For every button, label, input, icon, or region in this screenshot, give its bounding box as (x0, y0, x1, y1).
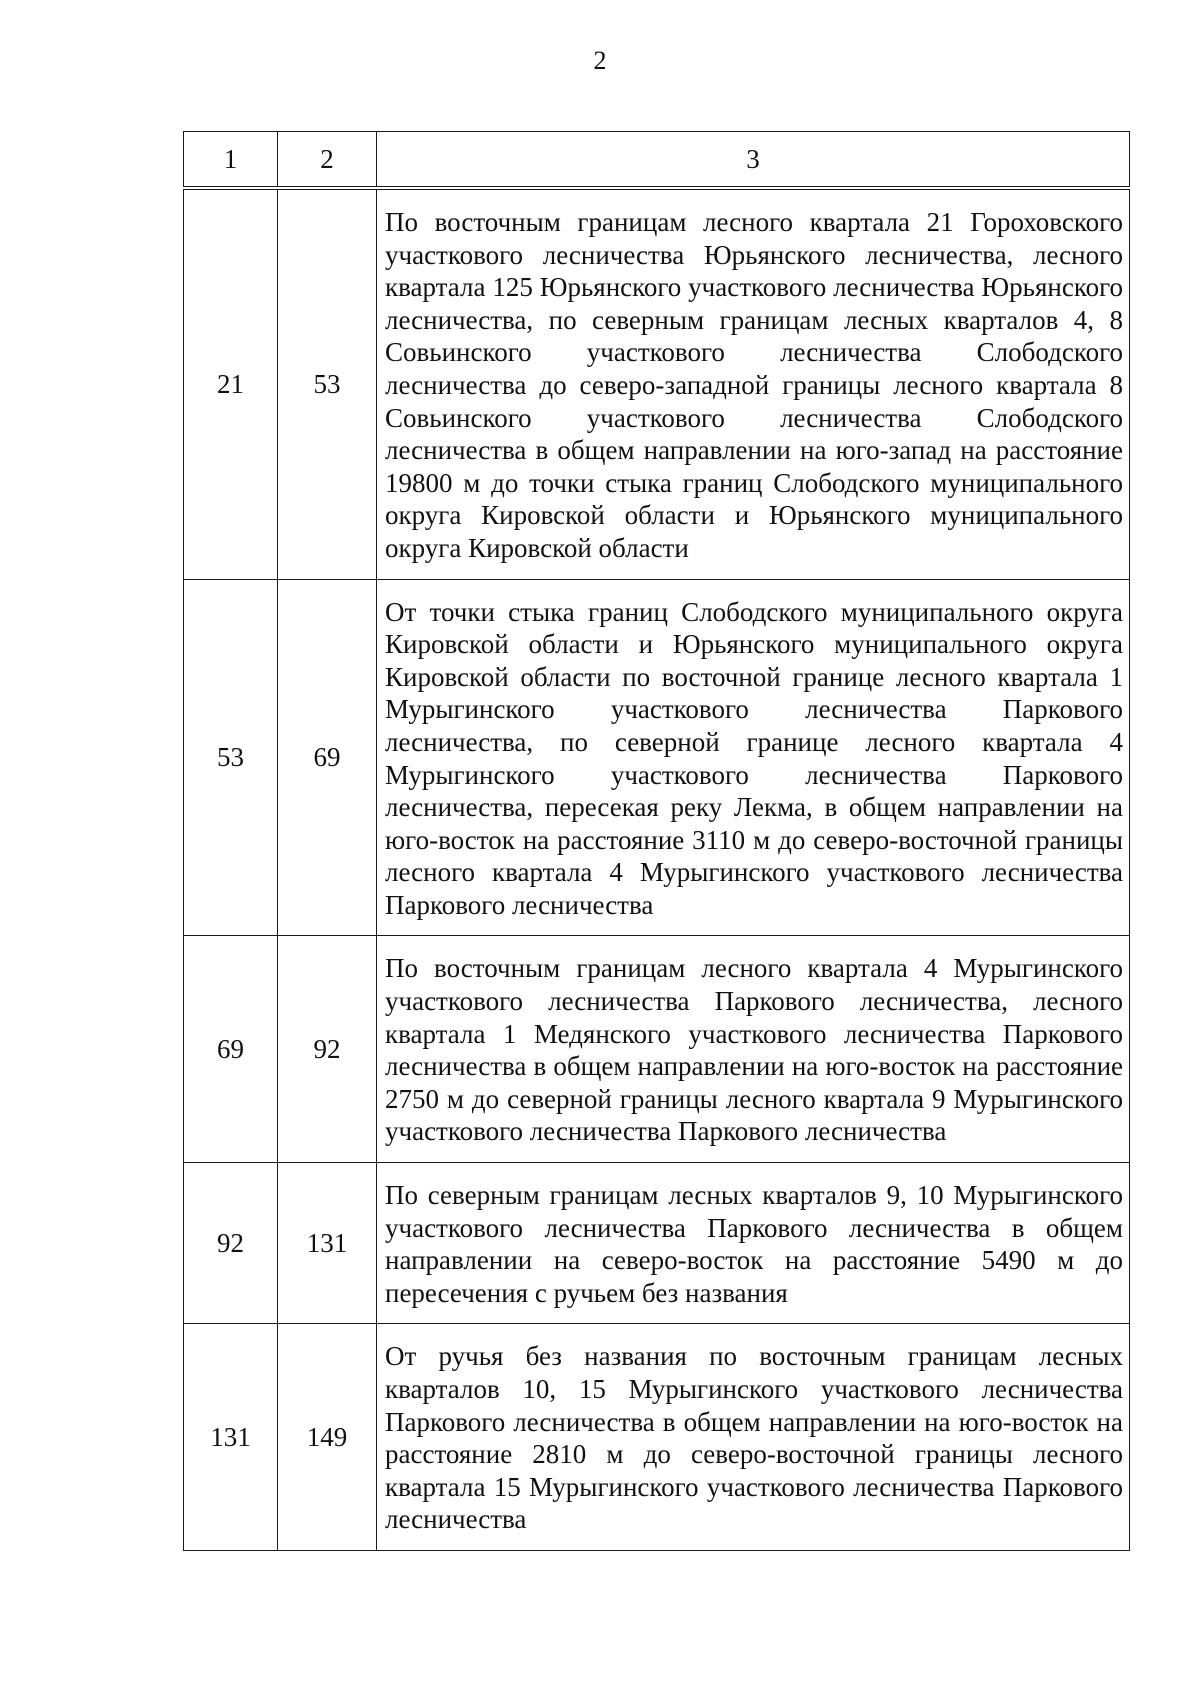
table-row (184, 579, 1130, 936)
table-header-row (184, 132, 1130, 189)
table-row (184, 1163, 1130, 1324)
to-point-cell: 69 (278, 579, 377, 936)
from-point-cell: 53 (184, 579, 278, 936)
page-number: 2 (593, 46, 607, 75)
boundary-description-table (183, 131, 1130, 1551)
table-row (184, 1324, 1130, 1551)
boundary-description-cell: По восточным границам лесного квартала 21 Гороховского участкового лесничества Юрьянского лесничества, лесного квартала 125 Юрьянского участкового лесничества Юрьянского лесничества, по северным границам лесных кварталов 4, 8 Совьинского участкового лесничества Слободского лесничества до северо-западной границы лесного квартала 8 Совьинского участкового лесничества Слободского лесничества в общем направлении на юго-запад на расстояние 19800 м до точки стыка границ Слободского муниципального округа Кировской области и Юрьянского муниципального округа Кировской области (377, 188, 1130, 579)
from-point-cell: 69 (184, 936, 278, 1163)
from-point-cell: 21 (184, 188, 278, 579)
to-point-cell: 149 (278, 1324, 377, 1551)
column-header-3: 3 (377, 132, 1130, 189)
from-point-cell: 131 (184, 1324, 278, 1551)
boundary-description-cell: От ручья без названия по восточным границам лесных кварталов 10, 15 Мурыгинского участкового лесничества Паркового лесничества в общем направлении на юго-восток на расстояние 2810 м до северо-восточной границы лесного квартала 15 Мурыгинского участкового лесничества Паркового лесничества (377, 1324, 1130, 1551)
to-point-cell: 131 (278, 1163, 377, 1324)
to-point-cell: 92 (278, 936, 377, 1163)
table-row (184, 936, 1130, 1163)
boundary-description-cell: От точки стыка границ Слободского муниципального округа Кировской области и Юрьянского муниципального округа Кировской области по восточной границе лесного квартала 1 Мурыгинского участкового лесничества Паркового лесничества, по северной границе лесного квартала 4 Мурыгинского участкового лесничества Паркового лесничества, пересекая реку Лекма, в общем направлении на юго-восток на расстояние 3110 м до северо-восточной границы лесного квартала 4 Мурыгинского участкового лесничества Паркового лесничества (377, 579, 1130, 936)
table-row (184, 188, 1130, 579)
column-header-2: 2 (278, 132, 377, 189)
boundary-description-cell: По северным границам лесных кварталов 9, 10 Мурыгинского участкового лесничества Паркового лесничества в общем направлении на северо-восток на расстояние 5490 м до пересечения с ручьем без названия (377, 1163, 1130, 1324)
column-header-1: 1 (184, 132, 278, 189)
from-point-cell: 92 (184, 1163, 278, 1324)
boundary-description-cell: По восточным границам лесного квартала 4 Мурыгинского участкового лесничества Паркового лесничества, лесного квартала 1 Медянского участкового лесничества Паркового лесничества в общем направлении на юго-восток на расстояние 2750 м до северной границы лесного квартала 9 Мурыгинского участкового лесничества Паркового лесничества (377, 936, 1130, 1163)
to-point-cell: 53 (278, 188, 377, 579)
